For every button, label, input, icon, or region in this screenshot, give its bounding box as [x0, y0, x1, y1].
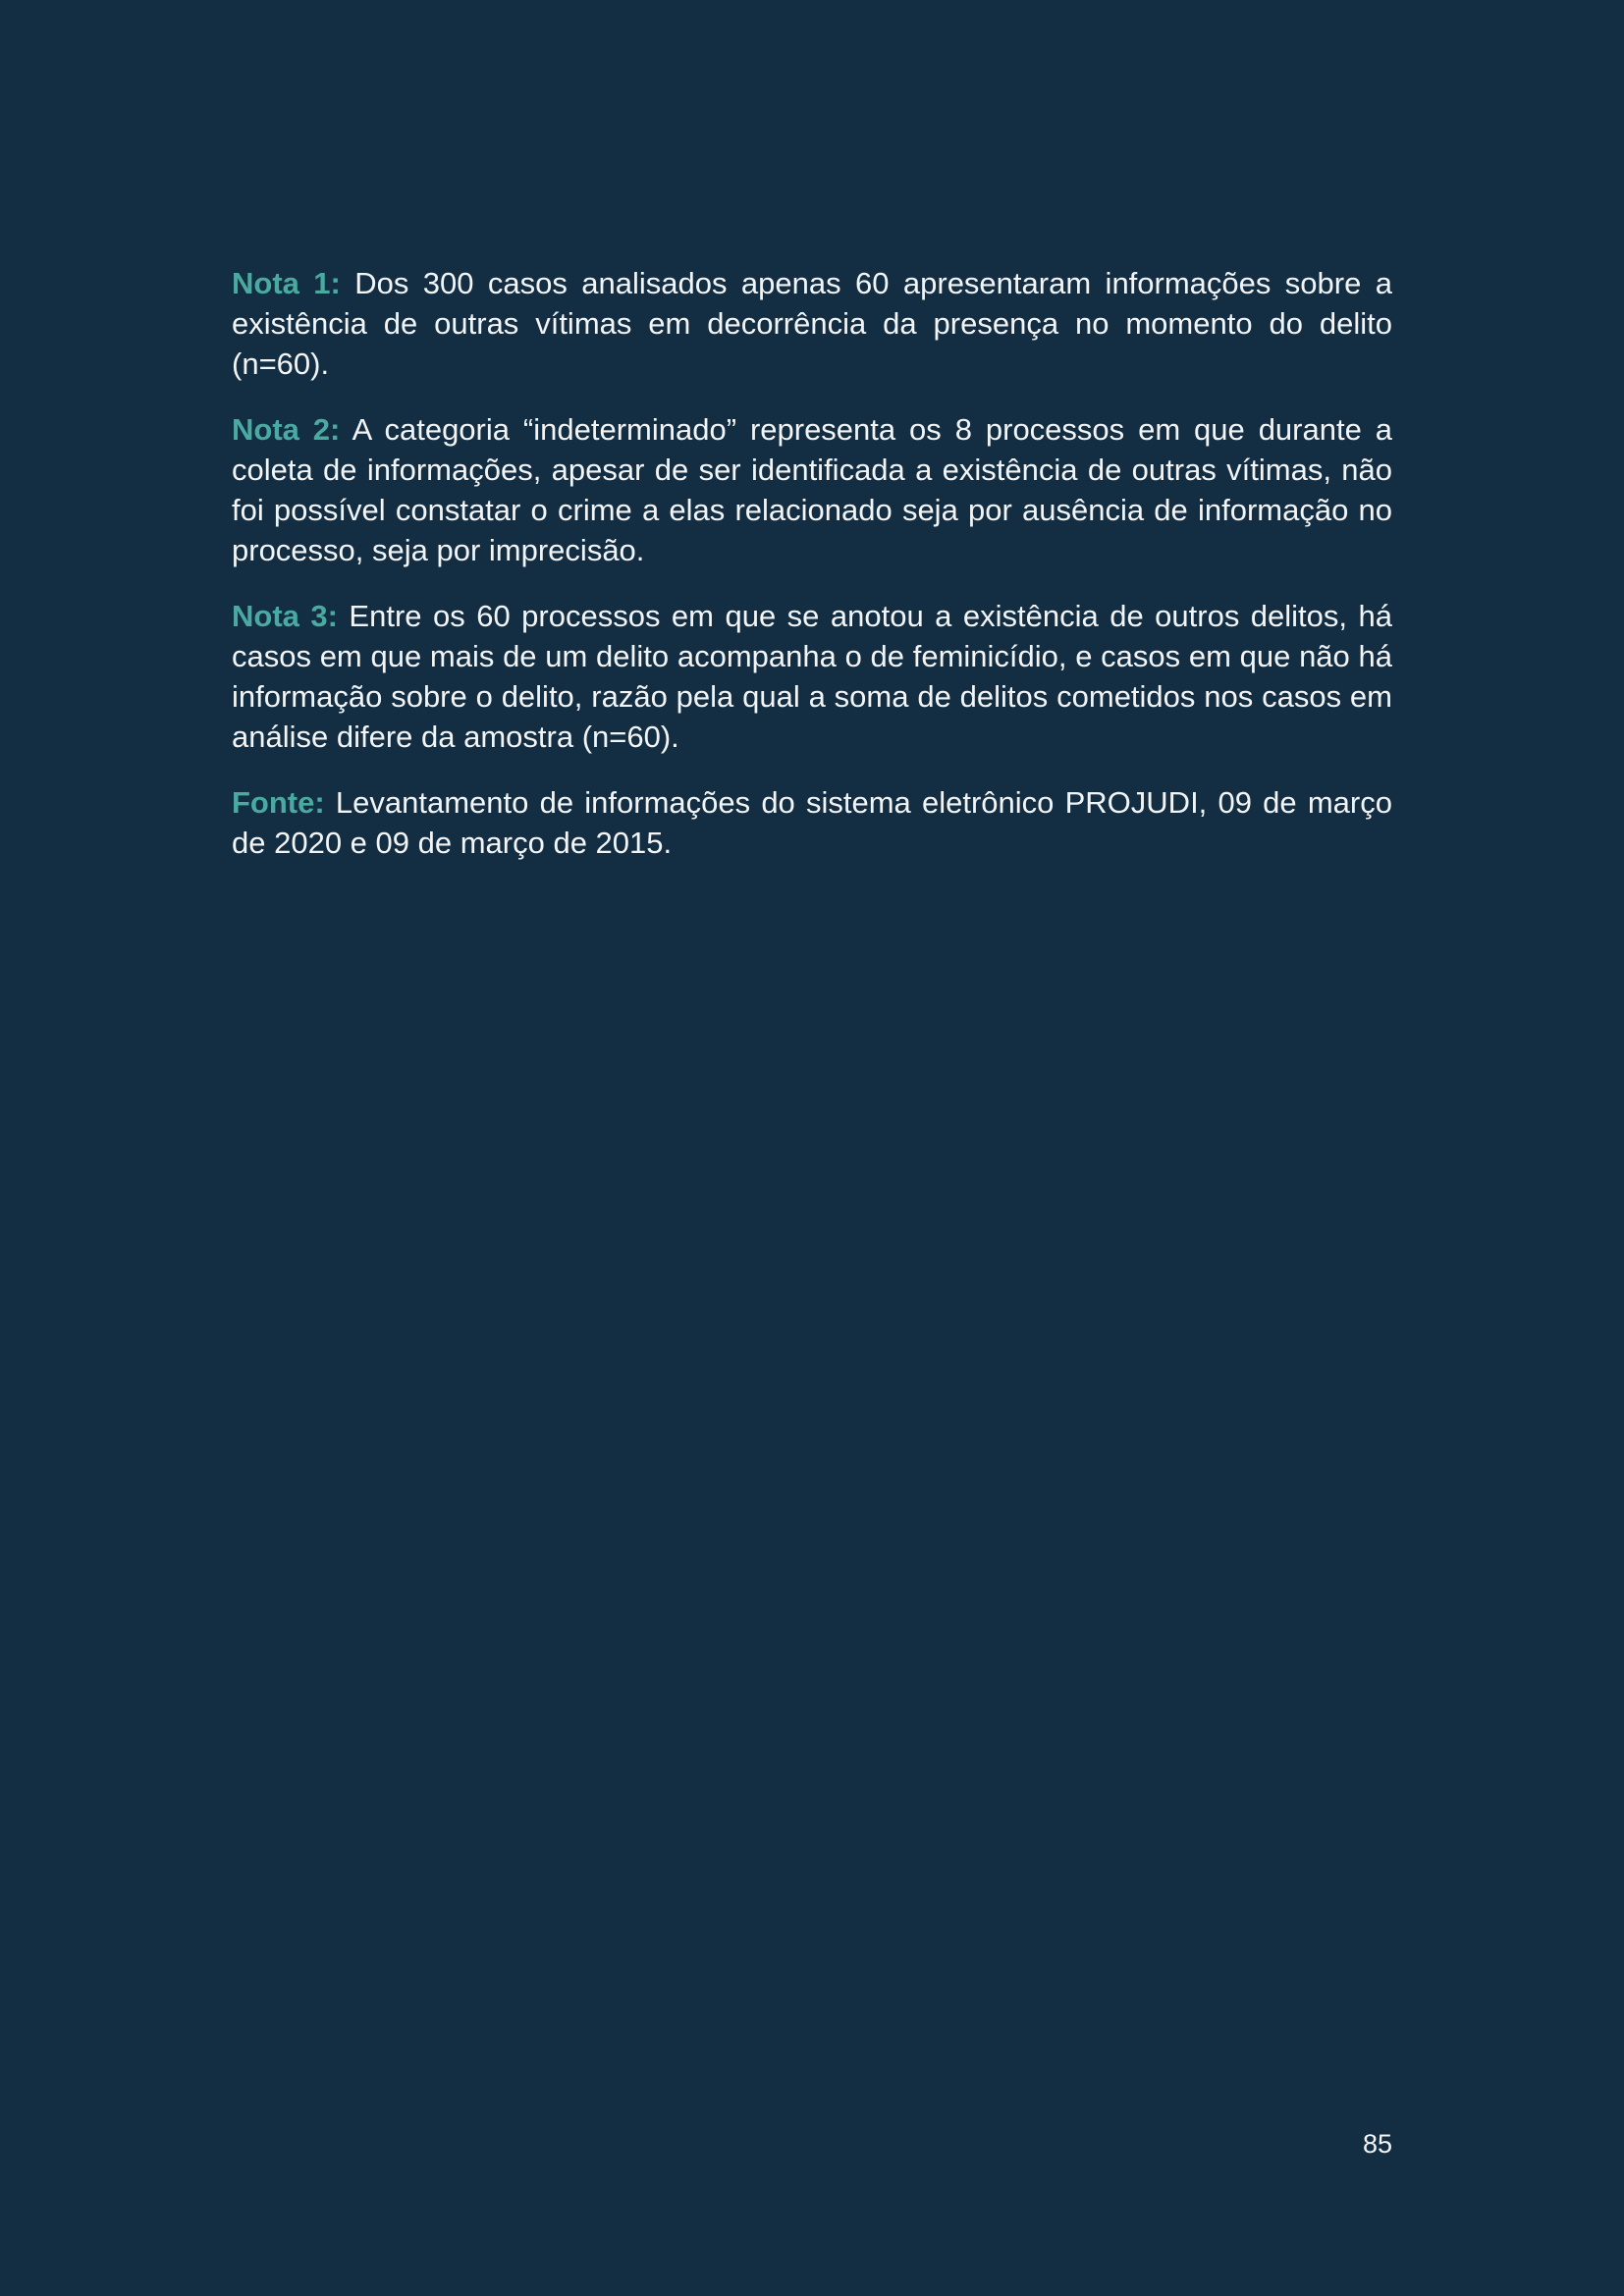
note-3-text: Entre os 60 processos em que se anotou a existência de outros delitos, há casos em que mais de um delito acompanha o de feminicídio, e casos em que não há informação sobre o delito, razão pela qual a soma de delitos cometidos nos casos em análise difere da amostra (n=60).: [232, 599, 1392, 754]
source-label: Fonte:: [232, 785, 325, 820]
note-1-text: Dos 300 casos analisados apenas 60 apresentaram informações sobre a existência de outras vítimas em decorrência da presença no momento do delito (n=60).: [232, 266, 1392, 381]
note-2: [232, 409, 1392, 570]
note-2-text: A categoria “indeterminado” representa os 8 processos em que durante a coleta de informações, apesar de ser identificada a existência de outras vítimas, não foi possível constatar o crime a elas relacionado seja por ausência de informação no processo, seja por imprecisão.: [232, 412, 1392, 567]
notes-section: [232, 263, 1392, 888]
note-1-label: Nota 1:: [232, 266, 341, 300]
source-text: Levantamento de informações do sistema eletrônico PROJUDI, 09 de março de 2020 e 09 de março de 2015.: [232, 785, 1392, 860]
source-note: [232, 782, 1392, 863]
note-3: [232, 596, 1392, 757]
page-number: 85: [1362, 2129, 1392, 2159]
note-1: [232, 263, 1392, 384]
note-2-label: Nota 2:: [232, 412, 341, 447]
note-3-label: Nota 3:: [232, 599, 338, 633]
